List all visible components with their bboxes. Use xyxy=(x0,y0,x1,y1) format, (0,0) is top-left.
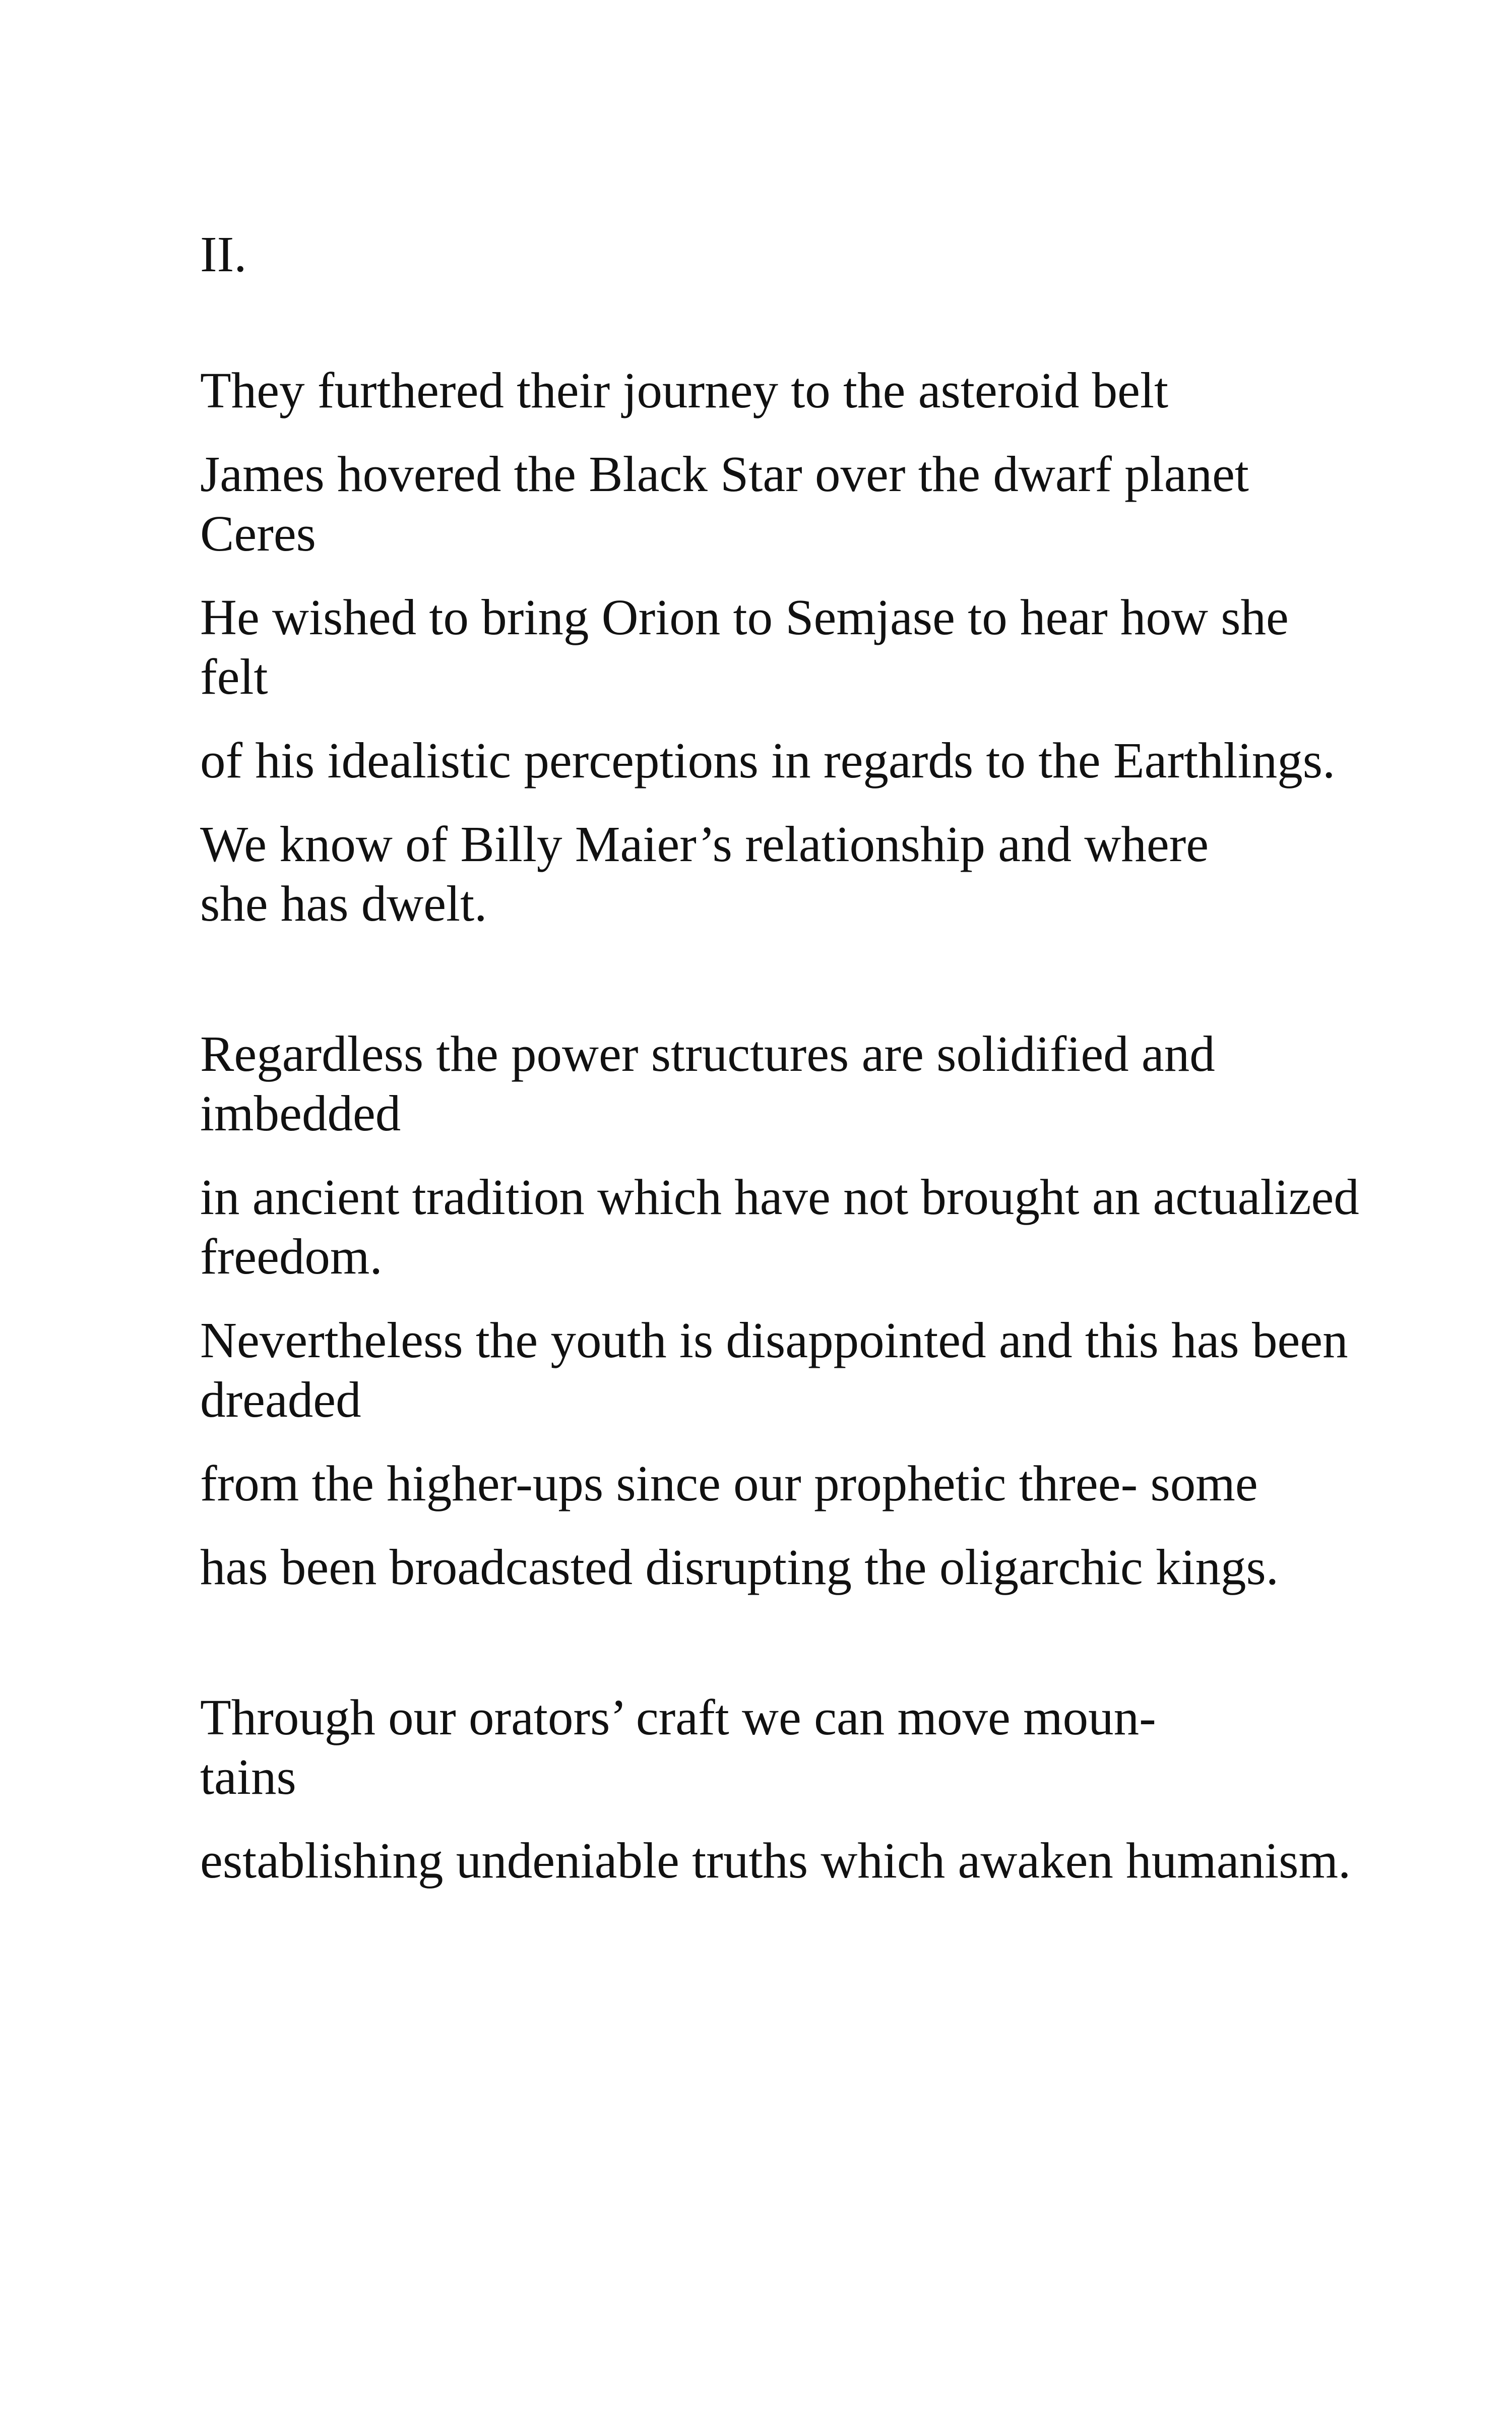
poem-line: James hovered the Black Star over the dwarf planet Ceres xyxy=(200,446,1249,562)
stanza-2 xyxy=(200,1024,1410,1597)
poem-line: from the higher-ups since our prophetic three- some xyxy=(200,1455,1258,1511)
poem-line: We know of Billy Maier’s relationship and where she has dwelt. xyxy=(200,816,1209,932)
section-heading: II. xyxy=(200,226,247,282)
poem-line: He wished to bring Orion to Semjase to hear how she felt xyxy=(200,589,1289,705)
poem-line: has been broadcasted disrupting the oligarchic kings. xyxy=(200,1539,1279,1595)
poem-line: They furthered their journey to the asteroid belt xyxy=(200,362,1169,418)
poem-line: Through our orators’ craft we can move moun- tains xyxy=(200,1689,1156,1805)
poem-text xyxy=(200,224,1410,1890)
poem-line: establishing undeniable truths which awaken humanism. xyxy=(200,1832,1351,1889)
stanza-1 xyxy=(200,360,1410,933)
poem-line: of his idealistic perceptions in regards to the Earthlings. xyxy=(200,732,1336,789)
poem-line: in ancient tradition which have not brought an actualized freedom. xyxy=(200,1169,1359,1285)
poem-line: Regardless the power structures are solidified and imbedded xyxy=(200,1025,1215,1141)
stanza-3 xyxy=(200,1687,1410,1890)
poem-line: Nevertheless the youth is disappointed and this has been dreaded xyxy=(200,1312,1348,1428)
